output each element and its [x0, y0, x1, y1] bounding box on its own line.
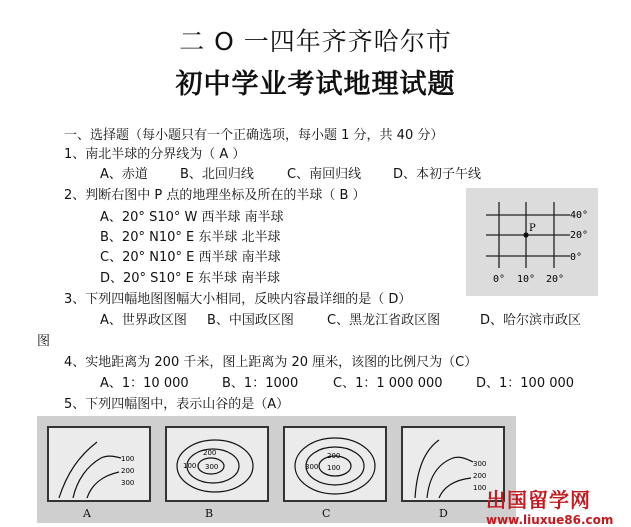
question-3-stem: 3、下列四幅地图图幅大小相同，反映内容最详细的是（ D） — [64, 292, 412, 307]
question-1-option-b: B、北回归线 — [180, 167, 254, 182]
question-2-option-c: C、20° N10° E 西半球 南半球 — [100, 250, 281, 265]
map-b-letter: B — [205, 507, 214, 520]
contour-map-b — [165, 426, 269, 502]
question-1-stem: 1、南北半球的分界线为（ A ） — [64, 147, 246, 162]
question-1-option-a: A、赤道 — [100, 167, 148, 182]
map-b-label-100: 100 — [183, 462, 197, 470]
map-c-letter: C — [322, 507, 331, 520]
question-3-option-b: B、中国政区图 — [207, 313, 294, 328]
question-4-stem: 4、实地距离为 200 千米，图上距离为 20 厘米，该图的比例尺为（C） — [64, 355, 478, 370]
lat-label-40: 40° — [570, 210, 589, 221]
map-b-label-200: 200 — [203, 449, 217, 457]
question-1-option-c: C、南回归线 — [287, 167, 362, 182]
point-p-label: P — [529, 223, 536, 234]
map-c-label-100: 100 — [327, 464, 341, 472]
question-2-option-d: D、20° S10° E 东半球 南半球 — [100, 271, 281, 286]
watermark-name: 出国留学网 — [486, 488, 591, 512]
contour-map-a — [47, 426, 151, 502]
map-d-label-200: 200 — [473, 472, 487, 480]
point-p-marker — [523, 232, 528, 237]
question-4-option-b: B、1：1000 — [222, 376, 299, 391]
contour-map-c — [283, 426, 387, 502]
map-c-label-300: 300 — [305, 463, 319, 471]
coordinate-grid-svg — [466, 188, 598, 296]
lat-label-20: 20° — [570, 230, 589, 241]
watermark — [486, 484, 613, 527]
map-a-contour-3 — [87, 472, 119, 498]
question-4-option-a: A、1：10 000 — [100, 376, 189, 391]
map-a-label-100: 100 — [121, 455, 135, 463]
question-2-stem: 2、判断右图中 P 点的地理坐标及所在的半球（ B ） — [64, 188, 366, 203]
coordinate-grid-figure — [466, 188, 598, 296]
question-4-option-c: C、1：1 000 000 — [333, 376, 443, 391]
map-d-contour-2 — [427, 457, 473, 498]
map-d-letter: D — [439, 507, 448, 520]
question-4-option-d: D、1：100 000 — [476, 376, 575, 391]
map-d-contour-3 — [439, 478, 471, 498]
lat-label-0: 0° — [570, 252, 583, 263]
map-b-label-300: 300 — [205, 463, 219, 471]
map-c-label-200: 200 — [327, 452, 341, 460]
exam-title-subject: 初中学业考试地理试题 — [175, 69, 456, 100]
section-heading: 一、选择题（每小题只有一个正确选项，每小题 1 分，共 40 分） — [64, 128, 444, 143]
contour-map-b-svg — [167, 428, 267, 500]
map-d-label-100: 100 — [473, 484, 487, 492]
question-3-option-wrap: 图 — [37, 334, 51, 349]
map-a-contour-2 — [73, 456, 121, 498]
question-1-option-d: D、本初子午线 — [393, 167, 482, 182]
map-a-letter: A — [83, 507, 91, 520]
contour-maps-figure — [37, 416, 516, 523]
lon-label-0: 0° — [493, 274, 506, 285]
lon-label-10: 10° — [517, 274, 536, 285]
contour-map-c-svg — [285, 428, 385, 500]
contour-map-a-svg — [49, 428, 149, 500]
question-2-option-a: A、20° S10° W 西半球 南半球 — [100, 210, 284, 225]
watermark-url: www.liuxue86.com — [486, 513, 614, 527]
question-5-stem: 5、下列四幅图中，表示山谷的是（A） — [64, 397, 290, 412]
lon-label-20: 20° — [546, 274, 565, 285]
question-2-option-b: B、20° N10° E 东半球 北半球 — [100, 230, 281, 245]
map-d-contour-1 — [415, 440, 439, 498]
question-3-option-c: C、黑龙江省政区图 — [327, 313, 441, 328]
question-3-option-a: A、世界政区图 — [100, 313, 187, 328]
map-a-label-200: 200 — [121, 467, 135, 475]
map-d-label-300: 300 — [473, 460, 487, 468]
exam-title-year-city: 二 O 一四年齐齐哈尔市 — [179, 27, 452, 56]
map-a-label-300: 300 — [121, 479, 135, 487]
question-3-option-d: D、哈尔滨市政区 — [480, 313, 582, 328]
